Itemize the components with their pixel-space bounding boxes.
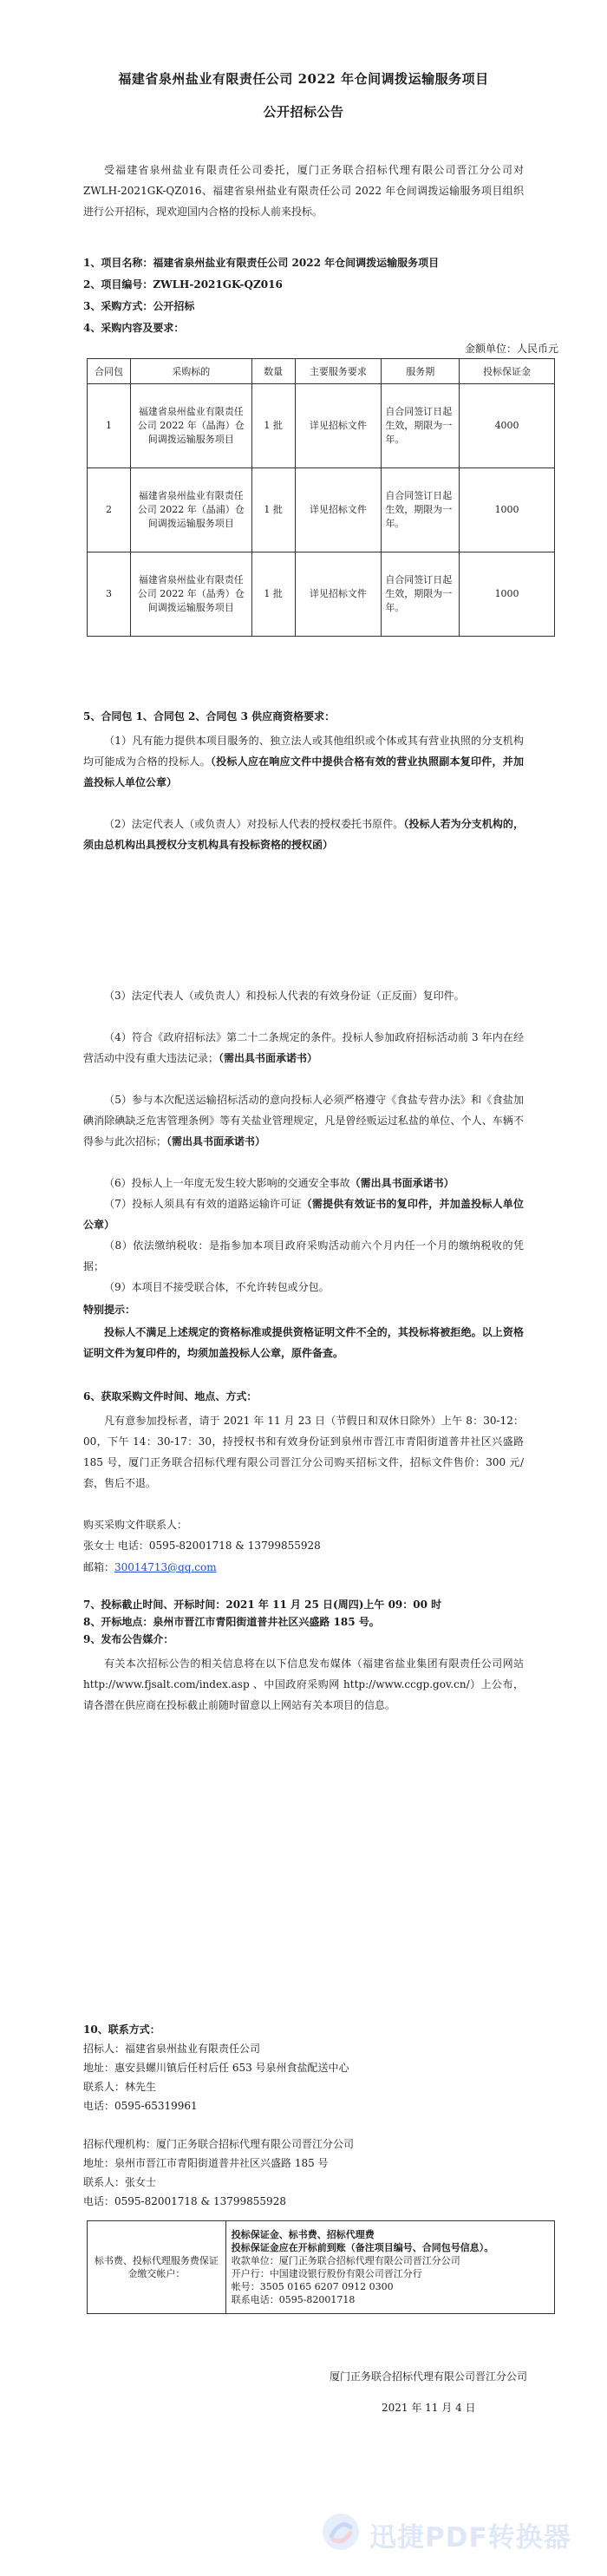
- qualification-4-text: （4）符合《政府招标法》第二十二条规定的条件。投标人参加政府招标活动前 3 年内在经营活动中没有重大违法记录；: [83, 1031, 524, 1064]
- col-header: 合同包: [88, 359, 131, 384]
- bank-line-deadline: 投标保证金应在开标前到账（备注项目编号、合同包号信息）。: [231, 2242, 494, 2253]
- item-procurement-method: 3、采购方式：公开招标: [83, 300, 195, 312]
- cell-package: 2: [88, 468, 131, 552]
- qualification-2-text: （2）法定代表人（或负责人）对投标人代表的授权委托书原件。: [104, 818, 404, 830]
- procurement-table: [87, 358, 555, 637]
- cell-quantity: 1 批: [251, 384, 295, 468]
- special-notice: 投标人不满足上述规定的资格标准或提供资格证明文件不全的，其投标将被拒绝。以上资格证明文件为复印件的，均须加盖投标人公章，原件备查。: [83, 1326, 524, 1359]
- table-row: [88, 468, 555, 552]
- qualification-1: [83, 730, 524, 793]
- qualification-9: （9）本项目不接受联合体，不允许转包或分包。: [104, 1281, 330, 1293]
- buyer-phone: 电话：0595-65319961: [83, 2100, 198, 2112]
- converter-logo-icon: [321, 2512, 361, 2552]
- cell-requirements: 详见招标文件: [295, 552, 382, 637]
- cell-deposit: 1000: [460, 468, 555, 552]
- opening-location-line: 8、开标地点：泉州市晋江市青阳街道普井社区兴盛路 185 号。: [83, 1616, 380, 1628]
- docs-email-label: 邮箱：: [83, 1561, 115, 1573]
- qualification-5-note: （需出具书面承诺书）: [166, 1135, 266, 1147]
- cell-subject: 福建省泉州盐业有限责任公司 2022 年（晶浦）仓间调拨运输服务项目: [130, 468, 251, 552]
- item-procurement-content: 4、采购内容及要求：: [83, 322, 185, 334]
- bank-line-account: 帐号：3505 0165 6207 0912 0300: [231, 2281, 394, 2292]
- qualification-8: （8）依法缴纳税收：是指参加本项目政府采购活动前六个月内任一个月的缴纳税收的凭据；: [83, 1239, 524, 1272]
- cell-period: 自合同签订日起生效，期限为一年。: [382, 384, 460, 468]
- qualification-1-note: （投标人应在响应文件中提供合格有效的营业执照副本复印件，并加盖投标人单位公章）: [83, 755, 524, 788]
- signature-date: 2021 年 11 月 4 日: [382, 2402, 476, 2414]
- col-header: 服务期: [382, 359, 460, 384]
- qualification-2: [83, 814, 524, 855]
- qualification-4-note: （需出具书面承诺书）: [219, 1052, 318, 1064]
- qualification-3: （3）法定代表人（或负责人）和投标人代表的有效身份证（正反面）复印件。: [104, 990, 465, 1002]
- qualification-7-text: （7）投标人须具有有效的道路运输许可证: [104, 1198, 302, 1210]
- cell-package: 3: [88, 552, 131, 637]
- cell-requirements: 详见招标文件: [295, 384, 382, 468]
- table-row: [88, 384, 555, 468]
- cell-deposit: 1000: [460, 552, 555, 637]
- qualification-4: [83, 1027, 524, 1069]
- qualification-7-note: （需提供有效证书的复印件，并加盖投标人单位公章）: [83, 1198, 524, 1231]
- get-docs-heading: 6、获取采购文件时间、地点、方式：: [83, 1390, 258, 1402]
- col-header: 主要服务要求: [295, 359, 382, 384]
- signature-company: 厦门正务联合招标代理有限公司晋江分公司: [330, 2370, 528, 2383]
- cell-quantity: 1 批: [251, 552, 295, 637]
- qualification-6: [83, 1173, 524, 1193]
- buyer-name: 招标人：福建省泉州盐业有限责任公司: [83, 2043, 261, 2055]
- cell-subject: 福建省泉州盐业有限责任公司 2022 年（晶秀）仓间调拨运输服务项目: [130, 552, 251, 637]
- bank-line-bank: 开户行：中国建设银行股份有限公司晋江分行: [231, 2268, 422, 2279]
- document-subtitle: 公开招标公告: [263, 104, 344, 120]
- qualification-6-note: （需出具书面承诺书）: [349, 1177, 454, 1189]
- watermark-text: 迅捷PDF转换器: [369, 2522, 571, 2553]
- docs-email-link[interactable]: 30014713@qq.com: [114, 1561, 217, 1573]
- qualification-7: [83, 1193, 524, 1235]
- watermark: [321, 2505, 598, 2557]
- cell-quantity: 1 批: [251, 468, 295, 552]
- cell-subject: 福建省泉州盐业有限责任公司 2022 年（晶海）仓间调拨运输服务项目: [130, 384, 251, 468]
- col-header: 数量: [251, 359, 295, 384]
- media-paragraph: 有关本次招标公告的相关信息将在以下信息发布媒体（福建省盐业集团有限责任公司网站 http://www.fjsalt.com/index.asp 、中国政府采购网 http://www.ccgp.gov.cn/）上公布，请各潜在供应商在投标截止前随时留意以上网站有关本项目的信息。: [83, 1657, 524, 1711]
- contacts-heading: 10、联系方式：: [83, 2024, 160, 2036]
- table-header-row: [88, 359, 555, 384]
- qualification-heading: 5、合同包 1、合同包 2、合同包 3 供应商资格要求：: [83, 710, 336, 722]
- docs-contact-label: 购买采购文件联系人：: [83, 1519, 188, 1531]
- qualification-6-text: （6）投标人上一年度无发生较大影响的交通安全事故: [104, 1177, 350, 1189]
- media-heading: 9、发布公告媒介：: [83, 1633, 174, 1645]
- docs-contact: 张女士 电话：0595-82001718 & 13799855928: [83, 1540, 321, 1552]
- bank-account-table: [87, 2220, 555, 2314]
- bank-left-label: 标书费、投标代理服务费保证金缴交帐户：: [88, 2221, 226, 2314]
- special-notice-label: 特别提示：: [83, 1304, 136, 1316]
- cell-package: 1: [88, 384, 131, 468]
- agent-name: 招标代理机构：厦门正务联合招标代理有限公司晋江分公司: [83, 2138, 355, 2150]
- amount-unit: 金额单位：人民币元: [464, 343, 558, 355]
- cell-requirements: 详见招标文件: [295, 468, 382, 552]
- bank-line-payee: 收款单位：厦门正务联合招标代理有限公司晋江分公司: [231, 2255, 460, 2266]
- cell-deposit: 4000: [460, 384, 555, 468]
- col-header: 投标保证金: [460, 359, 555, 384]
- get-docs-paragraph: 凡有意参加投标者，请于 2021 年 11 月 23 日（节假日和双休日除外）上午 8：30-12：00，下午 14：30-17：30，持授权书和有效身份证到泉州市晋江市青阳街道普井社区兴盛路 185 号，厦门正务联合招标代理有限公司晋江分公司购买招标文件，招标文件售价：300 元/套，售后不退。: [83, 1415, 524, 1489]
- col-header: 采购标的: [130, 359, 251, 384]
- qualification-1-text: （1）凡有能力提供本项目服务的、独立法人或其他组织或个体或其有营业执照的分支机构均可能成为合格的投标人。: [83, 735, 524, 768]
- docs-email: [83, 1559, 525, 1576]
- qualification-5-text: （5）参与本次配送运输招标活动的意向投标人必须严格遵守《食盐专营办法》和《食盐加碘消除碘缺乏危害管理条例》等有关盐业管理规定，凡是曾经贩运过私盐的单位、个人、车辆不得参与此次招标；: [83, 1094, 524, 1147]
- table-row: [88, 2221, 555, 2314]
- bank-line-fees: 投标保证金、标书费、招标代理费: [231, 2229, 375, 2240]
- table-row: [88, 552, 555, 637]
- agent-contact: 联系人：张女士: [83, 2176, 157, 2188]
- agent-address: 地址：泉州市晋江市青阳街道普井社区兴盛路 185 号: [83, 2157, 329, 2169]
- cell-period: 自合同签订日起生效，期限为一年。: [382, 552, 460, 637]
- qualification-2-note: （投标人若为分支机构的，须由总机构出具授权分支机构具有投标资格的授权函）: [83, 818, 524, 851]
- intro-paragraph: 受福建省泉州盐业有限责任公司委托，厦门正务联合招标代理有限公司晋江分公司对 ZWLH-2021GK-QZ016、福建省泉州盐业有限责任公司 2022 年仓间调拨运输服务项目组织进行公开招标，现欢迎国内合格的投标人前来投标。: [83, 164, 524, 218]
- bank-line-phone: 联系电话：0595-82001718: [231, 2294, 356, 2305]
- agent-phone: 电话：0595-82001718 & 13799855928: [83, 2195, 286, 2207]
- deadline-line: 7、投标截止时间、开标时间：2021 年 11 月 25 日(周四)上午 09：00 时: [83, 1599, 442, 1611]
- item-project-name: 1、项目名称：福建省泉州盐业有限责任公司 2022 年仓间调拨运输服务项目: [83, 257, 440, 269]
- buyer-contact: 联系人：林先生: [83, 2081, 157, 2093]
- qualification-5: [83, 1089, 524, 1152]
- bank-details: [225, 2221, 554, 2314]
- buyer-address: 地址：惠安县螺川镇后任村后任 653 号泉州食盐配送中心: [83, 2062, 349, 2074]
- item-project-number: 2、项目编号：ZWLH-2021GK-QZ016: [83, 278, 283, 291]
- cell-period: 自合同签订日起生效，期限为一年。: [382, 468, 460, 552]
- document-title: 福建省泉州盐业有限责任公司 2022 年仓间调拨运输服务项目: [118, 71, 489, 87]
